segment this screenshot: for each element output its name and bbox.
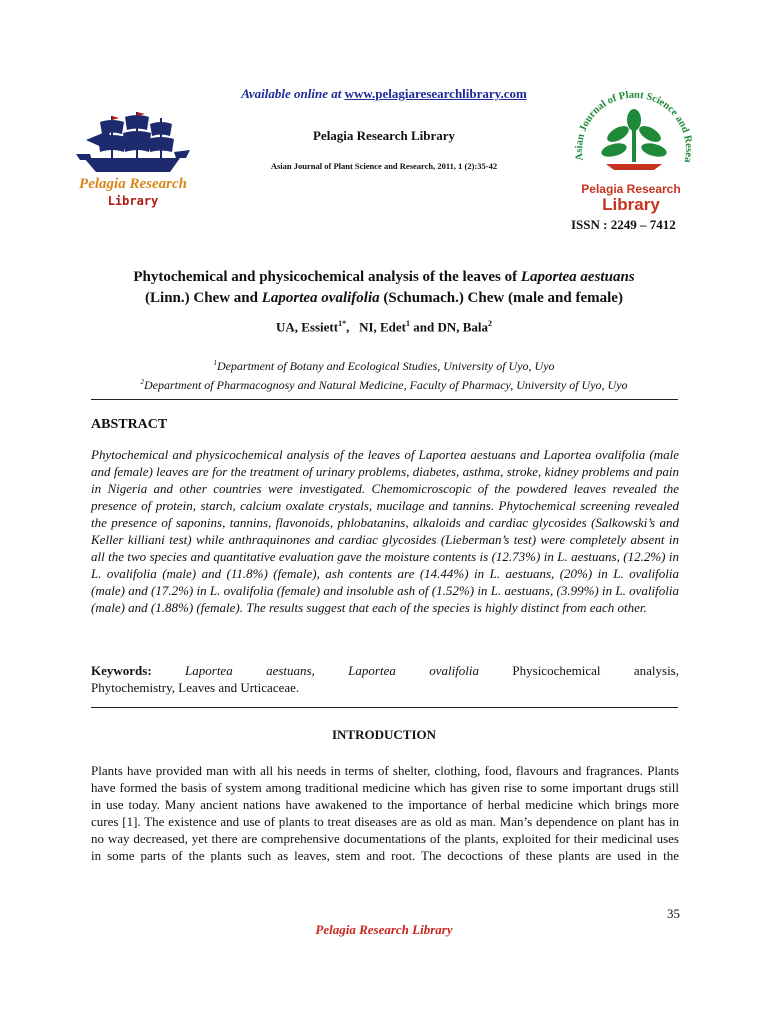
author-1: UA, Essiett [275,319,339,335]
author-2-affiliation: 1 [406,319,411,328]
affiliation-1 [60,355,708,374]
divider [91,707,678,708]
title-part1: Phytochemical and physicochemical analysis of the leaves of [133,269,521,285]
affiliation-2 [60,374,708,393]
title-part3: (Schumach.) Chew (male and female) [379,290,623,306]
seal-arc-text: Asian Journal of Plant Science and Resea [573,89,695,164]
left-logo-subtext: Library [107,194,159,208]
author-3-affiliation: 2 [488,319,493,328]
affiliation-marker: 1 [213,359,217,367]
introduction-body: Plants have provided man with all his needs in terms of shelter, clothing, food, flavours and fragrances. Plants have formed the basis of system among traditional medicine which has given rise to some important drugs still in use today. Many ancient nations have awakened to the importance of herbal medicine which brings more cures [1]. The existence and use of plants to treat diseases are as old as man. Man’s dependence on plant has in no way decreased, yet there are comprehensive documentations of the plants, exploited for their medicinal uses in some parts of the plants such as leaves, stem and root. The decoctions of these plants are used in the [91,763,679,863]
title-part2: (Linn.) Chew and [145,290,262,306]
keyword: Laportea [185,663,233,678]
page-number: 35 [667,906,680,921]
keyword: ovalifolia [429,663,480,678]
author-2: NI, Edet [359,319,407,335]
keyword: Laportea [348,663,396,678]
author-3: DN, Bala [437,319,489,335]
right-logo-subtext: Library [602,195,660,214]
journal-url-link[interactable]: www.pelagiaresearchlibrary.com [344,86,527,101]
title-species2: Laportea ovalifolia [261,290,380,306]
abstract-body: Phytochemical and physicochemical analysis of the leaves of Laportea aestuans and Laportea ovalifolia (male and female) leaves are for the treatment of urinary problems, diabetes, asthma, stroke, kidney problems and pain in Nigeria and other countries were investigated. Chemomicroscopic of the powdered leaves revealed the presence of protein, starch, calcium oxalate crystals, mucilage and tannins. Phytochemical screening revealed the presence of saponins, tannins, flavonoids, phlobatanins, alkaloids and cardiac glycosides (Salkowski’s and Keller killiani test) while anthraquinones and cardiac glycosides (Lieberman’s test) were completely absent in all the two species and quantitative evaluation gave the moisture contents is (12.73%) in L. aestuans, (12.2%) in L. ovalifolia (male) and (11.8%) (female), ash contents are (14.44%) in L. aestuans, (20%) in L. ovalifolia (male) and (17.2%) in L. ovalifolia (female) and insoluble ash of (1.52%) in L. aestuans, (3.99%) in L. ovalifolia (male) and (1.88%) (female). The results suggest that each of the species is highly distinct from each other. [91,447,679,615]
issn-number: ISSN : 2249 – 7412 [571,217,676,232]
affiliation-marker: 2 [140,378,144,386]
affiliations [60,355,708,393]
author-1-affiliation: 1* [338,319,347,328]
right-logo-text: Pelagia Research [581,182,681,196]
affiliation-text: Department of Pharmacognosy and Natural Medicine, Faculty of Pharmacy, University of Uyo, Uyo [143,378,628,392]
abstract-heading: ABSTRACT [91,417,168,432]
footer-library: Pelagia Research Library [315,922,453,937]
plant-seal-icon [566,86,702,186]
author-separator: , [346,319,360,335]
keywords-label: Keywords: [91,663,152,678]
library-title: Pelagia Research Library [312,128,455,143]
paper-title [60,267,708,309]
keywords-continued: Phytochemistry, Leaves and Urticaceae. [91,680,300,695]
affiliation-text: Department of Botany and Ecological Studies, University of Uyo, Uyo [216,359,555,373]
keyword: aestuans, [266,663,315,678]
divider [91,399,678,400]
keyword: Physicochemical [512,663,601,678]
title-species1: Laportea aestuans [520,269,635,285]
author-list [0,319,768,335]
ship-icon [66,110,200,180]
keyword: analysis, [633,663,679,678]
author-separator: and [410,319,438,335]
introduction-heading: INTRODUCTION [331,727,436,742]
left-logo-text: Pelagia Research [79,176,187,192]
available-prefix: Available online at [241,86,345,101]
keywords [91,662,679,679]
journal-citation: Asian Journal of Plant Science and Research, 2011, 1 (2):35-42 [270,161,498,171]
